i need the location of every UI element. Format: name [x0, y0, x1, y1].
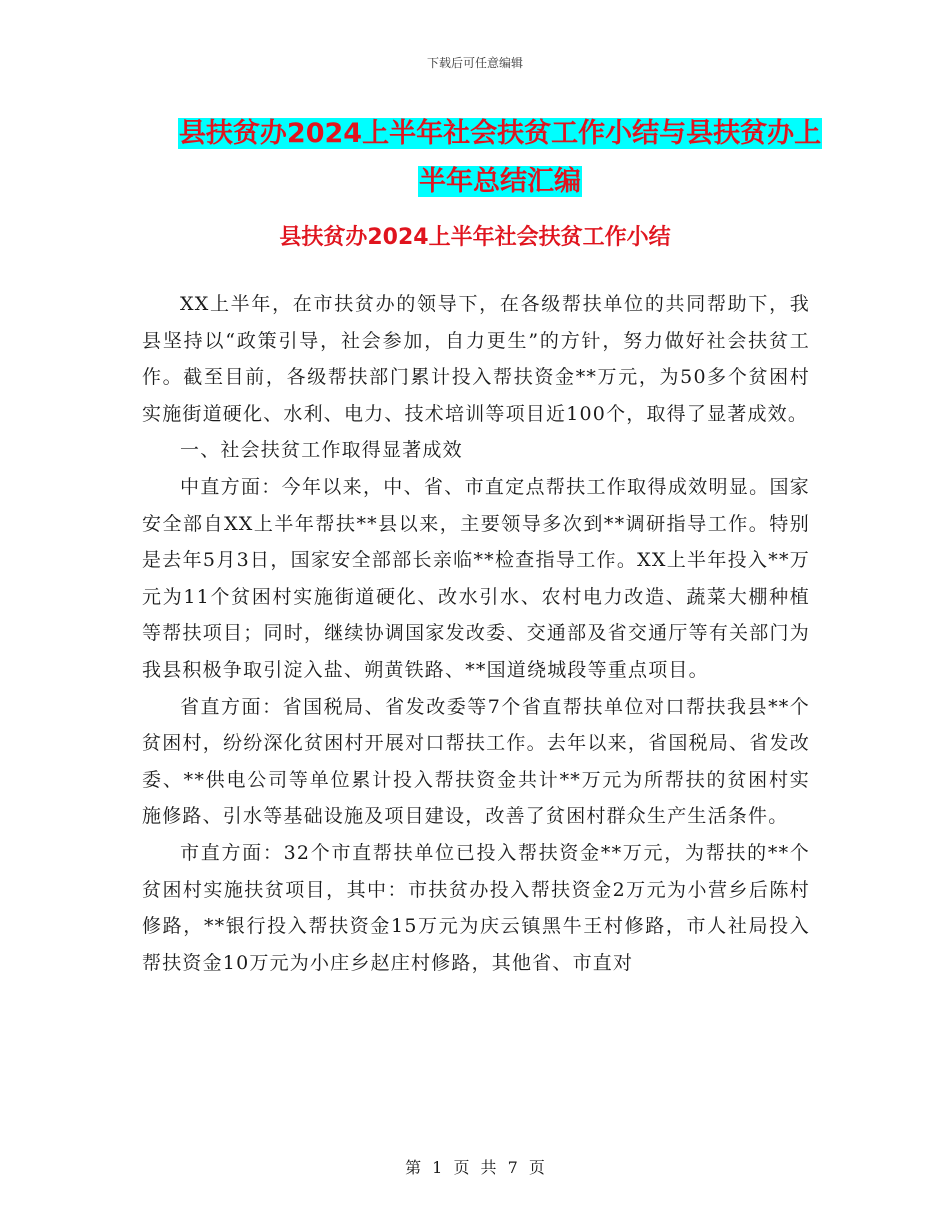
paragraph-heading-1: 一、社会扶贫工作取得显著成效 — [180, 439, 463, 462]
paragraph-municipal-level: 市直方面：32个市直帮扶单位已投入帮扶资金**万元，为帮扶的**个贫困村实施扶贫项目，其中：市扶贫办投入帮扶资金2万元为小营乡后陈村修路，**银行投入帮扶资金15万元为庆云镇黑牛王村修路，市人社局投入帮扶资金10万元为小庄乡赵庄村修路，其他省、市直对 — [142, 841, 810, 974]
document-title — [160, 110, 840, 206]
document-title-line2: 半年总结汇编 — [419, 166, 581, 197]
paragraph-central-level: 中直方面：今年以来，中、省、市直定点帮扶工作取得成效明显。国家安全部自XX上半年帮扶**县以来，主要领导多次到**调研指导工作。特别是去年5月3日，国家安全部部长亲临**检查指导工作。XX上半年投入**万元为11个贫困村实施街道硬化、改水引水、农村电力改造、蔬菜大棚种植等帮扶项目；同时，继续协调国家发改委、交通部及省交通厅等有关部门为我县积极争取引淀入盐、朔黄铁路、**国道绕城段等重点项目。 — [142, 475, 810, 681]
page-number: 第 1 页 共 7 页 — [405, 1158, 545, 1177]
paragraph-intro: XX上半年，在市扶贫办的领导下，在各级帮扶单位的共同帮助下，我县坚持以“政策引导，社会参加，自力更生”的方针，努力做好社会扶贫工作。截至目前，各级帮扶部门累计投入帮扶资金**万元，为50多个贫困村实施街道硬化、水利、电力、技术培训等项目近100个，取得了显著成效。 — [142, 293, 810, 425]
document-title-line1: 县扶贫办2024上半年社会扶贫工作小结与县扶贫办上 — [178, 118, 822, 149]
paragraph-provincial-level: 省直方面：省国税局、省发改委等7个省直帮扶单位对口帮扶我县**个贫困村，纷纷深化贫困村开展对口帮扶工作。去年以来，省国税局、省发改委、**供电公司等单位累计投入帮扶资金共计**万元为所帮扶的贫困村实施修路、引水等基础设施及项目建设，改善了贫困村群众生产生活条件。 — [142, 695, 810, 828]
section-title: 县扶贫办2024上半年社会扶贫工作小结 — [279, 225, 671, 250]
header-note: 下载后可任意编辑 — [426, 56, 523, 70]
document-body — [142, 286, 810, 981]
